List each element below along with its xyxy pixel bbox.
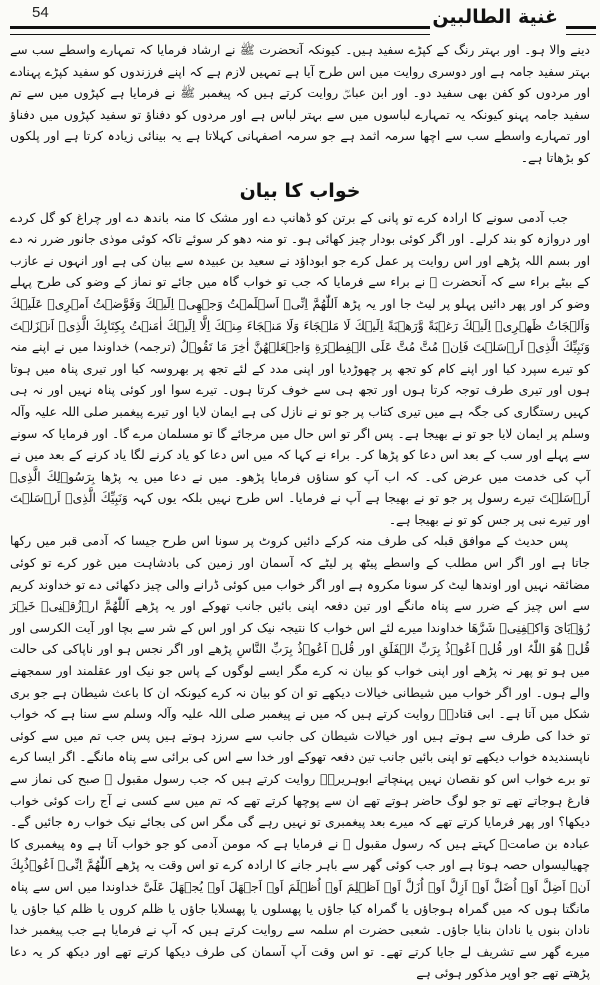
page-header (10, 2, 596, 36)
paragraph-intro: دینے والا ہو۔ اور بہتر رنگ کے کپڑے سفید ہیں۔ کیونکہ آنحضرت ﷺ نے ارشاد فرمایا کہ تمہارے واسطے سب سے بہتر سفید جامہ ہے اور دوسری روایت میں اس طرح آیا ہے تمہیں لازم ہے کہ اپنے فرزندوں کو سفید کپڑے پہنادے اور مردوں کو کفن بھی سفید دو۔ اور ابن عباسؓ روایت کرتے ہیں کہ پیغمبر ﷺ نے فرمایا ہے کپڑوں میں سے تم سفید جامہ پہنو کیونکہ یہ تمہارے لباسوں میں سے بہتر لباس ہے اور مردوں کو دفناؤ تو سفید کپڑوں میں دفناؤ اور تمہارے واسطے سب سے اچھا سرمہ اثمد ہے جو سرمہ اصفہانی کہلاتا ہے یہ بینائی زیادہ کرتا ہے اور پلکوں کو بڑھاتا ہے۔ (10, 43, 590, 165)
paragraph-sleep-etiquette: جب آدمی سونے کا ارادہ کرے تو پانی کے برتن کو ڈھانپ دے اور مشک کا منہ باندھ دے اور چراغ کو گل کردے اور دروازہ کو بند کرلے۔ اور اگر کوئی بودار چیز کھائی ہو۔ تو منہ دھو کر سوئے تاکہ کوئی موذی جانور ضرر نہ دے اور بسم اللہ پڑھے اور اس روایت پر عمل کرے جو ابوداؤد نے سعید بن عبیدہ سے بیان کی ہے اور انہوں نے عازب کے بیٹے براء سے کہ آنحضرت ﷺ نے براء سے فرمایا کہ جب تو خواب گاہ میں جائے تو نماز کے وضو کی طرح پہلے وضو کر اور پھر دائیں پہلو پر لیٹ جا اور یہ پڑھ اَللّٰھُمَّ اِنِّیۡ اَسۡلَمۡتُ وَجۡھِیۡ اِلَیۡكَ وَفَوَّضۡتُ اَمۡرِیۡ عَلَیۡكَ وَاَلۡجَاتُ ظَھۡرِیۡ اِلَیۡكَ رَغۡبَةً وَّرَھۡبَةً اِلَیۡكَ لَا مَلۡجَاءَ وَلَا مَنۡجَاءَ مِنۡكَ اِلَّا اِلَیۡكَ اٰمَنۡتُ بِكِتَابِكَ الَّذِیۡ اَنۡزَلۡتَ وَنَبِیِّكَ الَّذِیۡ اَرۡسَلۡتَ فَاِنۡ مُتَّ مُتَّ عَلَی الۡفِطۡرَةِ وَاجۡعَلۡھُنَّ اٰخِرَ مَا تَقُوۡلُ (ترجمہ) خداوندا میں نے اپنے منہ کو تیرے سپرد کیا اور اپنے کام کو تجھ پر چھوڑدیا اور اپنی مدد کے لئے تجھ پر بھروسہ کیا اور تیری پناہ میں ہوتا ہوں اور تیری طرف توجہ کرتا ہوں اور تجھ ہی سے خوف کرتا ہوں۔ تیرے سوا اور کوئی پناہ نہیں اور نہ ہی کہیں رستگاری کی جگہ ہے میں تیری کتاب پر جو تو نے نازل کی ہے ایمان لایا اور تیرے پیغمبر صلی اللہ علیہ وآلہ وسلم پر ایمان لایا جو تو نے بھیجا ہے۔ پس اگر تو اس حال میں مرجائے گا تو مسلمان مرے گا۔ اور فرمایا کہ سونے سے پہلے اور سب کے بعد اس دعا کو پڑھا کر۔ براء نے کہا کہ میں اس دعا کو یاد کرنے لگا یاد کرنے کے بعد میں نے آپ کی خدمت میں عرض کی۔ کہ اب آپ کو سناؤں فرمایا پڑھو۔ میں نے دعا میں یہ پڑھا بِرَسُوۡلِكَ الَّذِیۡ اَرۡسَلۡتَ تیرے رسول پر جو تو نے بھیجا ہے آپ نے فرمایا۔ اس طرح نہیں بلکہ یوں کہہ وَنَبِیِّكَ الَّذِیۡ اَرۡسَلۡتَ اور تیرے نبی پر جس کو تو نے بھیجا ہے۔ (10, 210, 590, 527)
paragraph-dreams: پس حدیث کے موافق قبلہ کی طرف منہ کرکے دائیں کروٹ پر سونا اس طرح جیسا کہ آدمی قبر میں رکھا جاتا ہے اور اگر اس مطلب کے واسطے پیٹھ پر لیٹے کہ آسمان اور زمین کی بادشاہت میں غور کرے تو کوئی مضائقہ نہیں اور اوندھا لیٹ کر سونا مکروہ ہے اور اگر خواب میں کوئی ڈرانے والی چیز دکھائی دے تو خداوند کریم سے اس چیز کے ضرر سے پناہ مانگے اور تین دفعہ اپنی بائیں جانب تھوکے اور یہ پڑھے اَللّٰھُمَّ ارۡزُقۡنِیۡ خَیۡرَ رُؤۡیَایَ وَاکۡفِنِیۡ شَرَّھَا خداوندا میرے لئے اس خواب کا نتیجہ نیک کر اور اس کے شر سے بچا اور آیت الکرسی اور قُلۡ ھُوَ اللّٰہُ اور قُلۡ اَعُوۡذُ بِرَبِّ الۡفَلَقِ اور قُلۡ اَعُوۡذُ بِرَبِّ النَّاسِ پڑھے اور اگر نجس ہو اور ناپاکی کی حالت میں ہو تو پھر نہ پڑھے اور اپنی خواب کو بیان نہ کرے مگر ایسے لوگوں کے پاس جو نیک اور عقلمند اور سمجھنے والے ہوں۔ اور اگر خواب میں شیطانی خیالات دیکھے تو ان کو بیان نہ کرے کیونکہ ان کا باعث شیطان ہے جو بری شکل میں آتا ہے۔ ابی قتادہؓ روایت کرتے ہیں کہ میں نے پیغمبر صلی اللہ علیہ وآلہ وسلم سے سنا ہے کہ خواب تو خدا کی طرف سے ہوتے ہیں اور خیالات شیطان کی جانب سے سرزد ہوتے ہیں پس جب تم میں سے کوئی ناپسندیدہ خواب دیکھے تو اپنی بائیں جانب تین دفعہ تھوکے اور خدا سے اس کی برائی سے پناہ مانگے۔ اگر ایسا کرے تو برے خواب اس کو نقصان نہیں پہنچاتے ابوہریرہؓ روایت کرتے ہیں کہ جب رسول مقبول ﷺ صبح کی نماز سے فارغ ہوجاتے تھے تو جو لوگ حاضر ہوتے تھے ان سے پوچھا کرتے تھے کہ تم میں سے کسی نے آج رات کوئی خواب دیکھا؟ اور پھر فرمایا کرتے تھے کہ میرے بعد پیغمبری تو نہیں رہے گی مگر اس کی بجائے نیک خواب رہ جائیں گے۔ عبادہ بن صامتؓ کہتے ہیں کہ رسول مقبول ﷺ نے فرمایا ہے کہ مومن آدمی کو جو خواب آتا ہے وہ پیغمبری کا چھیالیسواں حصہ ہوتا ہے اور جب کوئی گھر سے باہر جانے کا ارادہ کرے تو اس وقت یہ پڑھے اَللّٰھُمَّ اِنِّیۡ اَعُوۡذُبِكَ اَنۡ اَضِلَّ اَوۡ اُضَلَّ اَوۡ اَزِلَّ اَوۡ اُزَلَّ اَوۡ اَظۡلِمَ اَوۡ اُظۡلَمَ اَوۡ اَجۡھَلَ اَوۡ یُجۡھَلَ عَلَیَّ خداوندا میں اس سے پناہ مانگتا ہوں کہ میں گمراہ ہوجاؤں یا گمراہ کیا جاؤں یا پھسلوں یا پھسلایا جاؤں یا ظلم کروں یا ظلم کیا جاؤں یا نادان بنوں یا نادان بنایا جاؤں۔ شعبی حضرت ام سلمہ سے روایت کرتے ہیں کہ آپ نے فرمایا ہے جب پیغمبر خدا میرے گھر سے تشریف لے جایا کرتے تھے۔ تو اس وقت آپ آسمان کی طرف دیکھا کرتے تھے اور دیکھ کر یہ دعا پڑھتے تھے جو اوپر مذکور ہوئی ہے (10, 534, 590, 981)
header-rule (10, 26, 430, 35)
book-title: غنية الطالبين (432, 6, 558, 28)
page-content (10, 40, 590, 985)
header-rule-right (566, 26, 596, 35)
section-heading: خواب کا بیان (239, 179, 361, 202)
page-number: 54 (32, 4, 49, 21)
